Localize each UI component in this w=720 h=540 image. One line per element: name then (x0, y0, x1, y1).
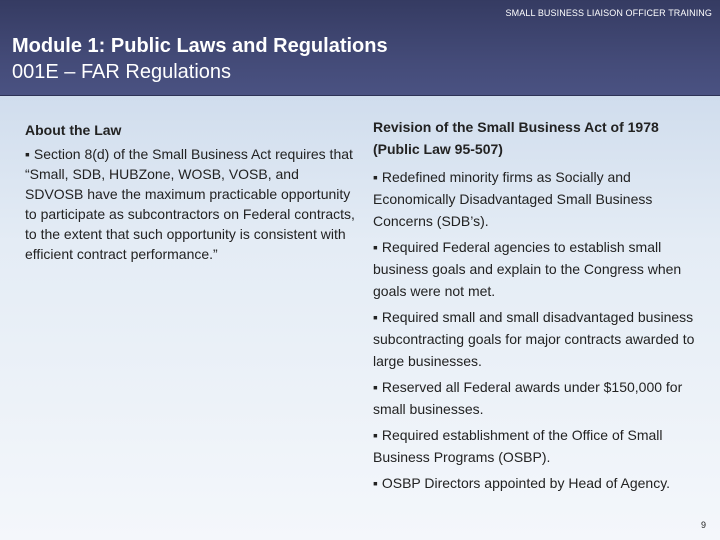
bullet-item: ▪ Required establishment of the Office of Small Business Programs (OSBP). (373, 427, 663, 465)
slide-subtitle: 001E – FAR Regulations (12, 61, 232, 83)
bullet-item: ▪ Required Federal agencies to establish small business goals and explain to the Congress when goals were not met. (373, 239, 682, 299)
page-number: 9 (700, 520, 706, 530)
about-the-law-column (25, 120, 355, 268)
bullet-item: ▪ Reserved all Federal awards under $150,000 for small businesses. (373, 379, 683, 417)
revision-column (373, 116, 703, 498)
left-paragraph: ▪ Section 8(d) of the Small Business Act requires that “Small, SDB, HUBZone, WOSB, VOSB, and SDVOSB have the maximum practicable opportunity to participate as subcontractors on Federal contracts, to the extent that such opportunity is consistent with efficient contract performance.” (25, 146, 355, 262)
slide-header (0, 0, 720, 96)
bullet-item: ▪ Required small and small disadvantaged business subcontracting goals for major contracts awarded to large businesses. (373, 309, 695, 369)
right-heading: Revision of the Small Business Act of 1978 (Public Law 95-507) (373, 119, 659, 157)
bullet-item: ▪ OSBP Directors appointed by Head of Agency. (373, 475, 671, 491)
program-label: SMALL BUSINESS LIAISON OFFICER TRAINING (505, 8, 712, 18)
slide-title: Module 1: Public Laws and Regulations (12, 35, 388, 57)
bullet-item: ▪ Redefined minority firms as Socially and Economically Disadvantaged Small Business Concerns (SDB’s). (373, 169, 653, 229)
left-heading: About the Law (25, 122, 122, 138)
